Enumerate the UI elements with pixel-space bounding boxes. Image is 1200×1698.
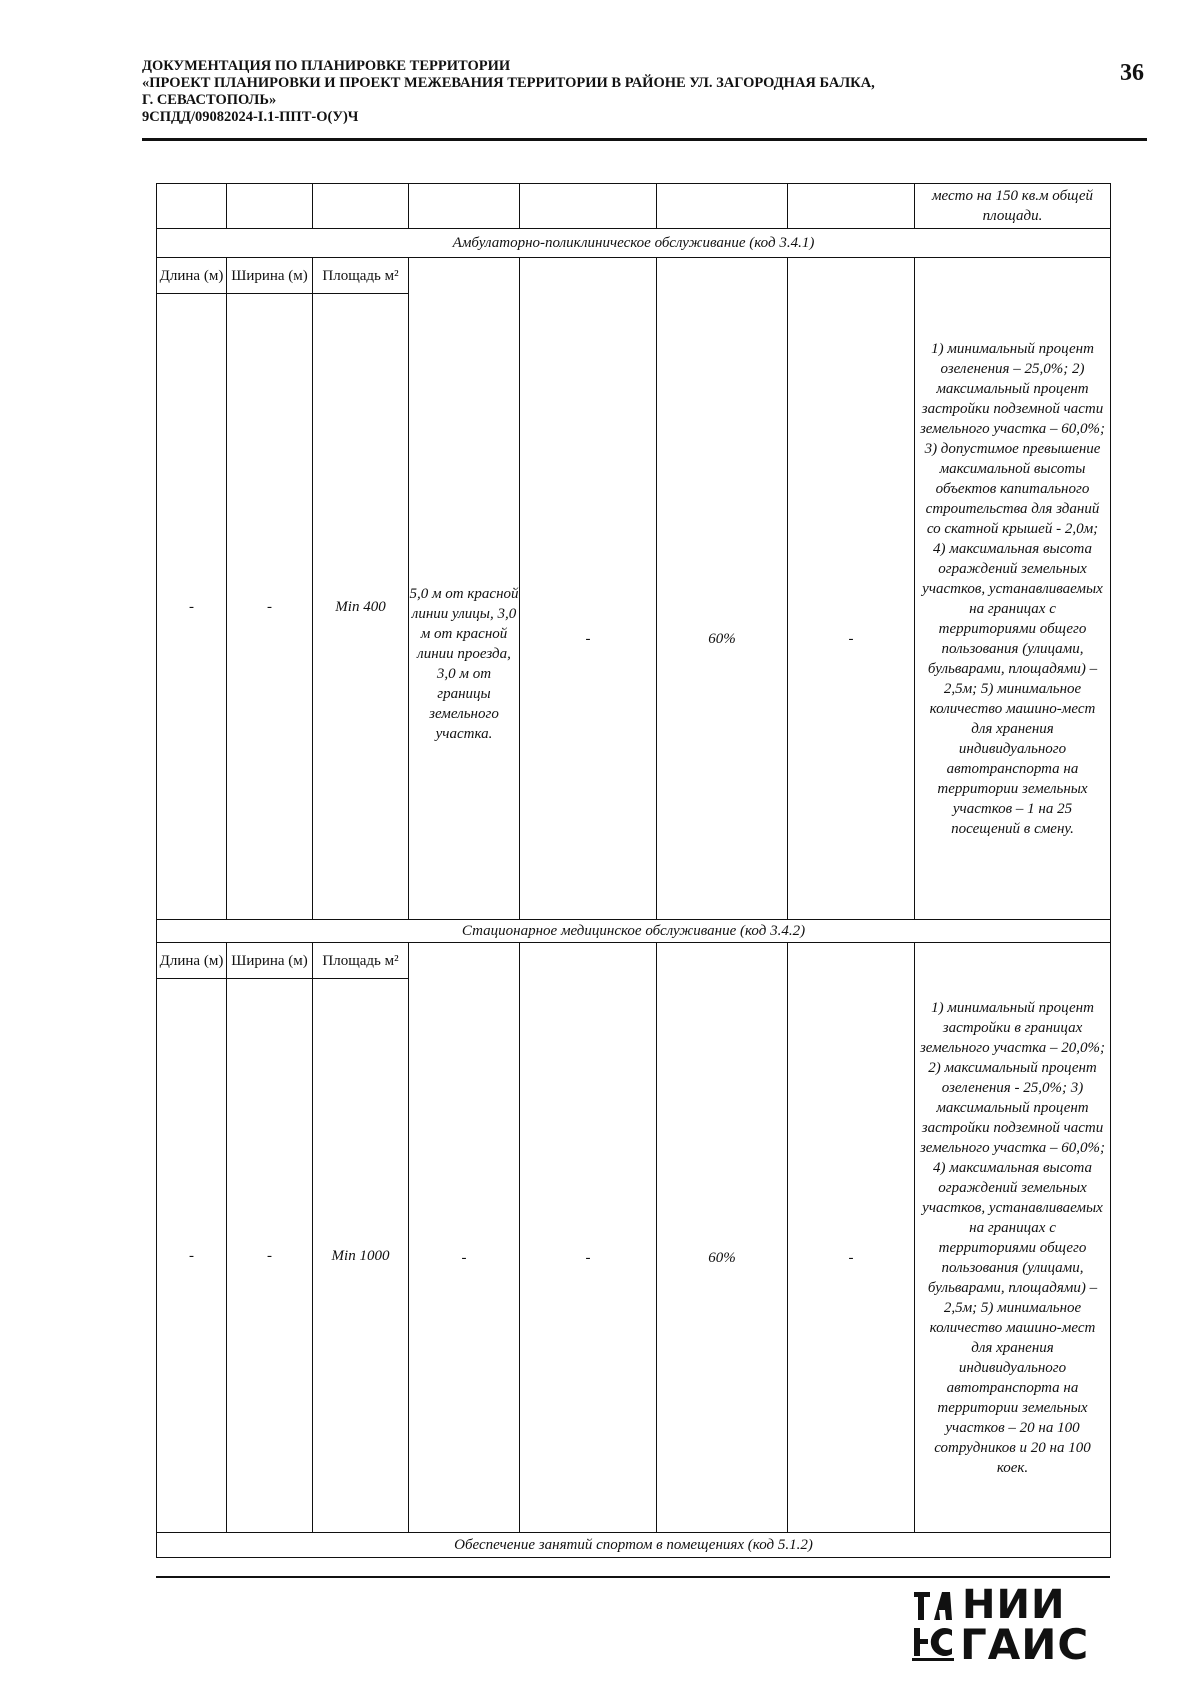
header-line-3: Г. СЕВАСТОПОЛЬ» bbox=[142, 92, 277, 108]
header-rule bbox=[142, 138, 1147, 141]
logo-mark-icon bbox=[912, 1588, 954, 1662]
height-cell: - bbox=[788, 943, 915, 1533]
col-width-header: Ширина (м) bbox=[227, 943, 313, 979]
area-value: Min 1000 bbox=[313, 979, 409, 1533]
regulations-table bbox=[156, 183, 1111, 1558]
document-header bbox=[142, 58, 1082, 126]
col-area-header: Площадь м² bbox=[313, 943, 409, 979]
section-title-row bbox=[157, 920, 1111, 943]
col-area-header: Площадь м² bbox=[313, 258, 409, 294]
col-length-header: Длина (м) bbox=[157, 943, 227, 979]
setback-cell: - bbox=[409, 943, 520, 1533]
section-title: Амбулаторно-поликлиническое обслуживание (код 3.4.1) bbox=[157, 229, 1111, 258]
col-width-header: Ширина (м) bbox=[227, 258, 313, 294]
length-value: - bbox=[157, 979, 227, 1533]
col-length-header: Длина (м) bbox=[157, 258, 227, 294]
logo-text-nii: НИИ bbox=[962, 1582, 1066, 1628]
continuation-note: место на 150 кв.м общей площади. bbox=[915, 184, 1111, 229]
params-cell: 1) минимальный процент застройки в границах земельного участка – 20,0%; 2) максимальный процент озеленения - 25,0%; 3) максимальный процент застройки подземной части земельного участка – 60,0%; 4) максимальная высота ограждений земельных участков, устанавливаемых на границах с территориями общего пользования (улицами, бульварами, площадями) – 2,5м; 5) минимальное количество машино-мест для хранения индивидуального автотранспорта на территории земельных участков – 20 на 100 сотрудников и 20 на 100 коек. bbox=[915, 943, 1111, 1533]
header-line-1: ДОКУМЕНТАЦИЯ ПО ПЛАНИРОВКЕ ТЕРРИТОРИИ bbox=[142, 58, 511, 74]
params-cell: 1) минимальный процент озеленения – 25,0%; 2) максимальный процент застройки подземной части земельного участка – 60,0%; 3) допустимое превышение максимальной высоты объектов капитального строительства для зданий со скатной крышей - 2,0м; 4) максимальная высота ограждений земельных участков, устанавливаемых на границах с территориями общего пользования (улицами, бульварами, площадями) – 2,5м; 5) минимальное количество машино-мест для хранения индивидуального автотранспорта на территории земельных участков – 1 на 25 посещений в смену. bbox=[915, 258, 1111, 920]
floors-cell: - bbox=[520, 258, 657, 920]
coverage-cell: 60% bbox=[657, 943, 788, 1533]
length-value: - bbox=[157, 294, 227, 920]
header-line-2: «ПРОЕКТ ПЛАНИРОВКИ И ПРОЕКТ МЕЖЕВАНИЯ ТЕРРИТОРИИ В РАЙОНЕ УЛ. ЗАГОРОДНАЯ БАЛКА, bbox=[142, 75, 875, 91]
width-value: - bbox=[227, 979, 313, 1533]
area-value: Min 400 bbox=[313, 294, 409, 920]
continuation-row bbox=[157, 184, 1111, 229]
section-header-row bbox=[157, 943, 1111, 979]
section-title-row bbox=[157, 229, 1111, 258]
section-title: Обеспечение занятий спортом в помещениях (код 5.1.2) bbox=[157, 1533, 1111, 1558]
footer-rule bbox=[156, 1576, 1110, 1578]
nii-gais-logo bbox=[912, 1582, 1092, 1669]
logo-text-gais: ГАИС bbox=[960, 1620, 1090, 1669]
width-value: - bbox=[227, 294, 313, 920]
floors-cell: - bbox=[520, 943, 657, 1533]
section-title: Стационарное медицинское обслуживание (код 3.4.2) bbox=[157, 920, 1111, 943]
height-cell: - bbox=[788, 258, 915, 920]
section-title-row bbox=[157, 1533, 1111, 1558]
coverage-cell: 60% bbox=[657, 258, 788, 920]
page-number: 36 bbox=[1120, 60, 1144, 86]
setback-cell: 5,0 м от красной линии улицы, 3,0 м от красной линии проезда, 3,0 м от границы земельного участка. bbox=[409, 258, 520, 920]
section-header-row bbox=[157, 258, 1111, 294]
header-line-4: 9СПДД/09082024-I.1-ППТ-О(У)Ч bbox=[142, 109, 359, 125]
